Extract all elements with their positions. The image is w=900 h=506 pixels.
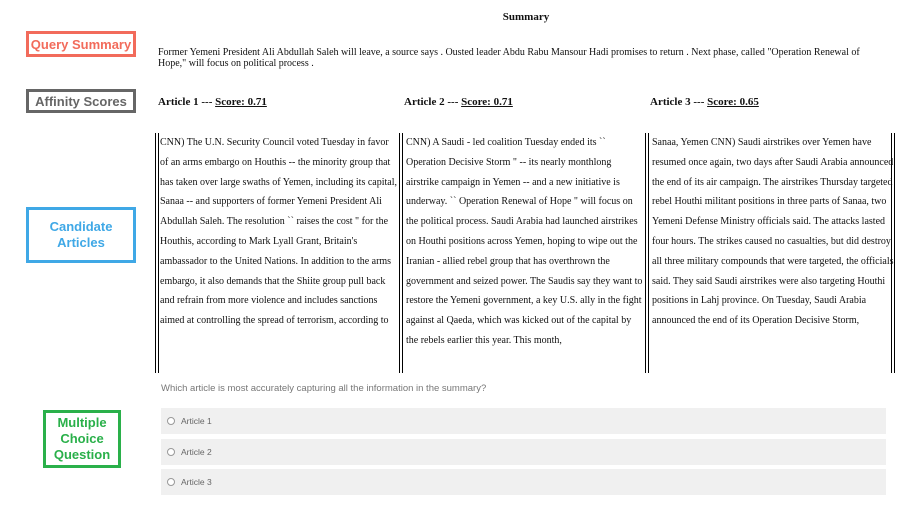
article-2-left-rule [399, 133, 403, 373]
article-3-left-rule [645, 133, 649, 373]
radio-icon[interactable] [167, 417, 175, 425]
option-label: Article 3 [181, 477, 212, 487]
question-text: Which article is most accurately capturing all the information in the summary? [161, 383, 487, 394]
summary-text: Former Yemeni President Ali Abdullah Saleh will leave, a source says . Ousted leader Abdu Rabu Mansour Hadi promises to return . Next phase, called "Operation Renewal of Hope," will focus on political process . [158, 47, 860, 69]
article-1-body[interactable]: CNN) The U.N. Security Council voted Tuesday in favor of an arms embargo on Houthis -- the minority group that has taken over large swaths of Yemen, including its capital, Sanaa -- and supporters of former Yemeni President Ali Abdullah Saleh. The resolution `` raises the cost " for the Houthis, according to Mark Lyall Grant, Britain's ambassador to the United Nations. In addition to the arms embargo, it also demands that the Shiite group pull back and refrain from more violence and includes sanctions aimed at controlling the spread of terrorism, according to [160, 137, 397, 327]
option-label: Article 2 [181, 447, 212, 457]
query-summary-label: Query Summary [26, 31, 136, 57]
article-3-body[interactable]: Sanaa, Yemen CNN) Saudi airstrikes over Yemen have resumed once again, two days after Saudi Arabia announced the end of its air campaign. The airstrikes Thursday targeted rebel Houthi militant positions in three parts of Sanaa, two Yemeni Defense Ministry officials said. The attacks lasted four hours. The strikes caused no casualties, but did destroy all three military compounds that were targeted, the officials said. They said Saudi airstrikes were also targeting Houthi positions in Lahj province. On Tuesday, Saudi Arabia announced the end of its Operation Decisive Storm, [652, 137, 894, 327]
candidate-articles-label: Candidate Articles [26, 207, 136, 263]
article-2-heading [404, 96, 513, 108]
article-3-score: Score: 0.65 [707, 96, 759, 108]
article-2-title: Article 2 --- [404, 96, 462, 108]
radio-icon[interactable] [167, 448, 175, 456]
option-article-3[interactable] [161, 469, 886, 495]
option-article-1[interactable] [161, 408, 886, 434]
option-label: Article 1 [181, 416, 212, 426]
article-1-heading [158, 96, 267, 108]
summary-title: Summary [502, 11, 550, 23]
article-3-right-rule [891, 133, 895, 373]
option-article-2[interactable] [161, 439, 886, 465]
article-2-score: Score: 0.71 [461, 96, 513, 108]
article-3-title: Article 3 --- [650, 96, 708, 108]
article-1-title: Article 1 --- [158, 96, 216, 108]
article-1-score: Score: 0.71 [215, 96, 267, 108]
article-2-body[interactable]: CNN) A Saudi - led coalition Tuesday ended its `` Operation Decisive Storm " -- its nearly monthlong airstrike campaign in Yemen -- and a new initiative is underway. `` Operation Renewal of Hope " will focus on the political process. Saudi Arabia had launched airstrikes on Houthi positions across Yemen, hoping to wipe out the Iranian - allied rebel group that has overthrown the government and seized power. The Saudis say they want to restore the Yemeni government, a key U.S. ally in the fight against al Qaeda, which was kicked out of the capital by the rebels earlier this year. This month, [406, 137, 643, 346]
affinity-scores-label: Affinity Scores [26, 89, 136, 113]
radio-icon[interactable] [167, 478, 175, 486]
multiple-choice-label: Multiple Choice Question [43, 410, 121, 468]
article-3-heading [650, 96, 759, 108]
